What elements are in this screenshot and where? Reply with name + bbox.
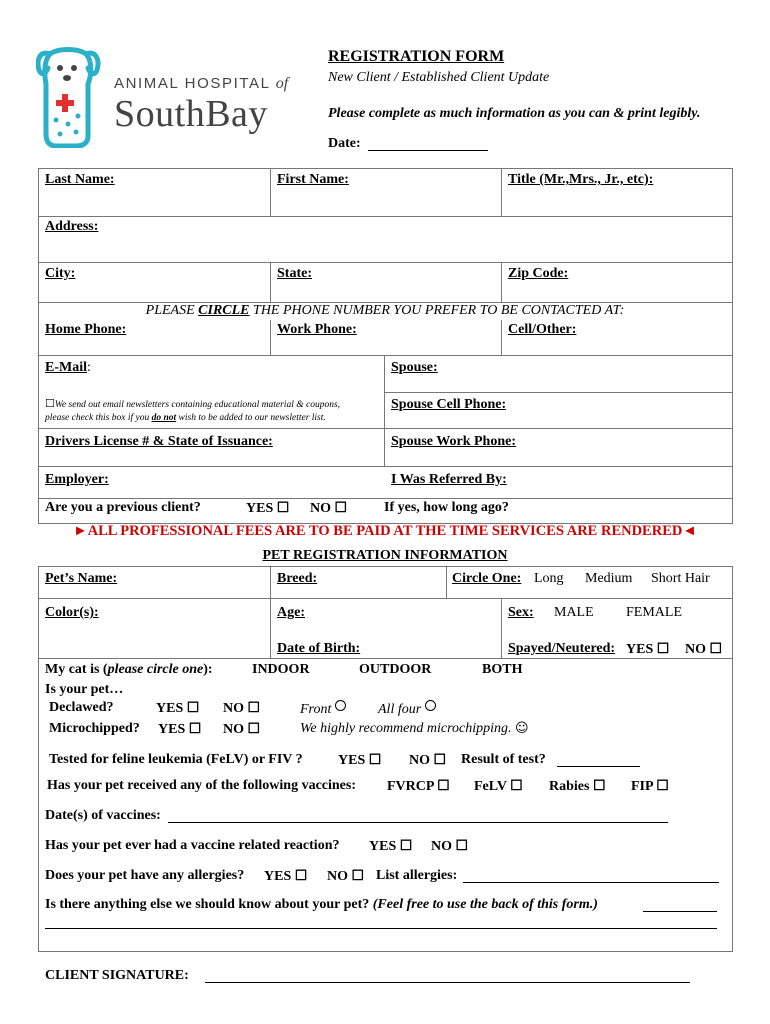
vaccine-dates-field[interactable] [168,822,668,823]
microchip-recommendation: We highly recommend microchipping. ☺ [300,721,529,736]
microchipped-no[interactable]: NO ☐ [223,722,261,737]
last-name-field[interactable]: Last Name: [45,172,115,187]
vaccine-rabies-option[interactable]: Rabies ☐ [549,779,606,794]
vaccine-fip-option[interactable]: FIP ☐ [631,779,669,794]
spayed-label: Spayed/Neutered: [508,641,616,656]
hair-long-option[interactable]: Long [534,571,564,586]
microchipped-yes[interactable]: YES ☐ [158,722,202,737]
signature-field[interactable] [205,982,690,983]
cell-phone-field[interactable]: Cell/Other: [508,322,577,337]
is-your-pet-label: Is your pet… [45,682,124,697]
fees-banner: ►ALL PROFESSIONAL FEES ARE TO BE PAID AT THE TIME SERVICES ARE RENDERED◄ [73,523,697,539]
hair-short-option[interactable]: Short Hair [651,571,710,586]
logo-line2: SouthBay [114,93,268,135]
sex-female-option[interactable]: FEMALE [626,605,682,620]
referred-by-field[interactable]: I Was Referred By: [391,472,507,487]
form-title: REGISTRATION FORM [328,48,505,65]
previous-client-no[interactable]: NO ☐ [310,501,348,516]
spayed-yes[interactable]: YES ☐ [626,642,670,657]
allergies-question: Does your pet have any allergies? [45,868,245,883]
hospital-logo [36,44,296,154]
declawed-all-four-option[interactable]: All four [378,700,436,718]
colors-field[interactable]: Color(s): [45,605,99,620]
allergies-yes[interactable]: YES ☐ [264,869,308,884]
spouse-work-field[interactable]: Spouse Work Phone: [391,434,516,449]
client-info-table [38,168,733,524]
declawed-label: Declawed? [49,700,114,715]
declawed-yes[interactable]: YES ☐ [156,701,200,716]
spayed-no[interactable]: NO ☐ [685,642,723,657]
email-field[interactable]: E-Mail: [45,360,91,375]
date-label: Date: [328,136,361,151]
reaction-no[interactable]: NO ☐ [431,839,469,854]
felv-fiv-question: Tested for feline leukemia (FeLV) or FIV ? [49,752,303,767]
felv-fiv-yes[interactable]: YES ☐ [338,753,382,768]
work-phone-field[interactable]: Work Phone: [277,322,357,337]
front-circle-icon [335,700,346,711]
reaction-question: Has your pet ever had a vaccine related reaction? [45,838,340,853]
test-result-label: Result of test? [461,752,546,767]
pet-section-title: PET REGISTRATION INFORMATION [262,548,508,563]
spouse-cell-field[interactable]: Spouse Cell Phone: [391,397,507,412]
list-allergies-label: List allergies: [376,868,458,883]
vaccine-dates-label: Date(s) of vaccines: [45,808,161,823]
cat-outdoor-option[interactable]: OUTDOOR [359,662,432,677]
previous-client-yes[interactable]: YES ☐ [246,501,290,516]
sex-male-option[interactable]: MALE [554,605,594,620]
microchipped-label: Microchipped? [49,721,140,736]
anything-else-field-line2[interactable] [45,928,717,929]
signature-label: CLIENT SIGNATURE: [45,968,189,983]
newsletter-checkbox[interactable]: ☐ [45,397,55,410]
logo-line1: ANIMAL HOSPITAL of [114,75,289,92]
reaction-yes[interactable]: YES ☐ [369,839,413,854]
my-cat-question: My cat is (please circle one): [45,662,213,677]
allergies-field[interactable] [463,882,719,883]
home-phone-field[interactable]: Home Phone: [45,322,127,337]
smiley-icon: ☺ [515,721,529,736]
age-field[interactable]: Age: [277,605,305,620]
allergies-no[interactable]: NO ☐ [327,869,365,884]
test-result-field[interactable] [557,766,640,767]
pet-name-field[interactable]: Pet’s Name: [45,571,118,586]
title-field[interactable]: Title (Mr.,Mrs., Jr., etc): [508,172,654,187]
date-field[interactable] [368,150,488,151]
dog-mascot-icon [36,44,102,148]
vaccine-fvrcp-option[interactable]: FVRCP ☐ [387,779,450,794]
cat-indoor-option[interactable]: INDOOR [252,662,310,677]
form-subtitle: New Client / Established Client Update [328,70,550,85]
hair-medium-option[interactable]: Medium [585,571,633,586]
anything-else-field[interactable] [643,911,717,912]
vaccine-felv-option[interactable]: FeLV ☐ [474,779,523,794]
zip-field[interactable]: Zip Code: [508,266,569,281]
drivers-license-field[interactable]: Drivers License # & State of Issuance: [45,434,273,449]
dob-field[interactable]: Date of Birth: [277,641,361,656]
felv-fiv-no[interactable]: NO ☐ [409,753,447,768]
city-field[interactable]: City: [45,266,76,281]
first-name-field[interactable]: First Name: [277,172,349,187]
declawed-no[interactable]: NO ☐ [223,701,261,716]
all-four-circle-icon [425,700,436,711]
employer-field[interactable]: Employer: [45,472,109,487]
newsletter-opt-out: ☐We send out email newsletters containing educational material & coupons, please check this box if you do not wish to be added to our newsletter list. [45,397,341,423]
address-field[interactable]: Address: [45,219,99,234]
vaccines-question: Has your pet received any of the following vaccines: [47,778,357,793]
spouse-field[interactable]: Spouse: [391,360,438,375]
anything-else-question: Is there anything else we should know about your pet? (Feel free to use the back of this form.) [45,897,598,912]
cat-both-option[interactable]: BOTH [482,662,523,677]
declawed-front-option[interactable]: Front [300,700,346,718]
previous-client-question: Are you a previous client? [45,500,201,515]
form-instruction: Please complete as much information as you can & print legibly. [328,106,701,121]
circle-one-label: Circle One: [452,571,522,586]
state-field[interactable]: State: [277,266,312,281]
phone-preference-notice: PLEASE CIRCLE THE PHONE NUMBER YOU PREFER TO BE CONTACTED AT: [145,303,625,318]
how-long-field[interactable]: If yes, how long ago? [384,500,509,515]
sex-label: Sex: [508,605,534,620]
breed-field[interactable]: Breed: [277,571,318,586]
